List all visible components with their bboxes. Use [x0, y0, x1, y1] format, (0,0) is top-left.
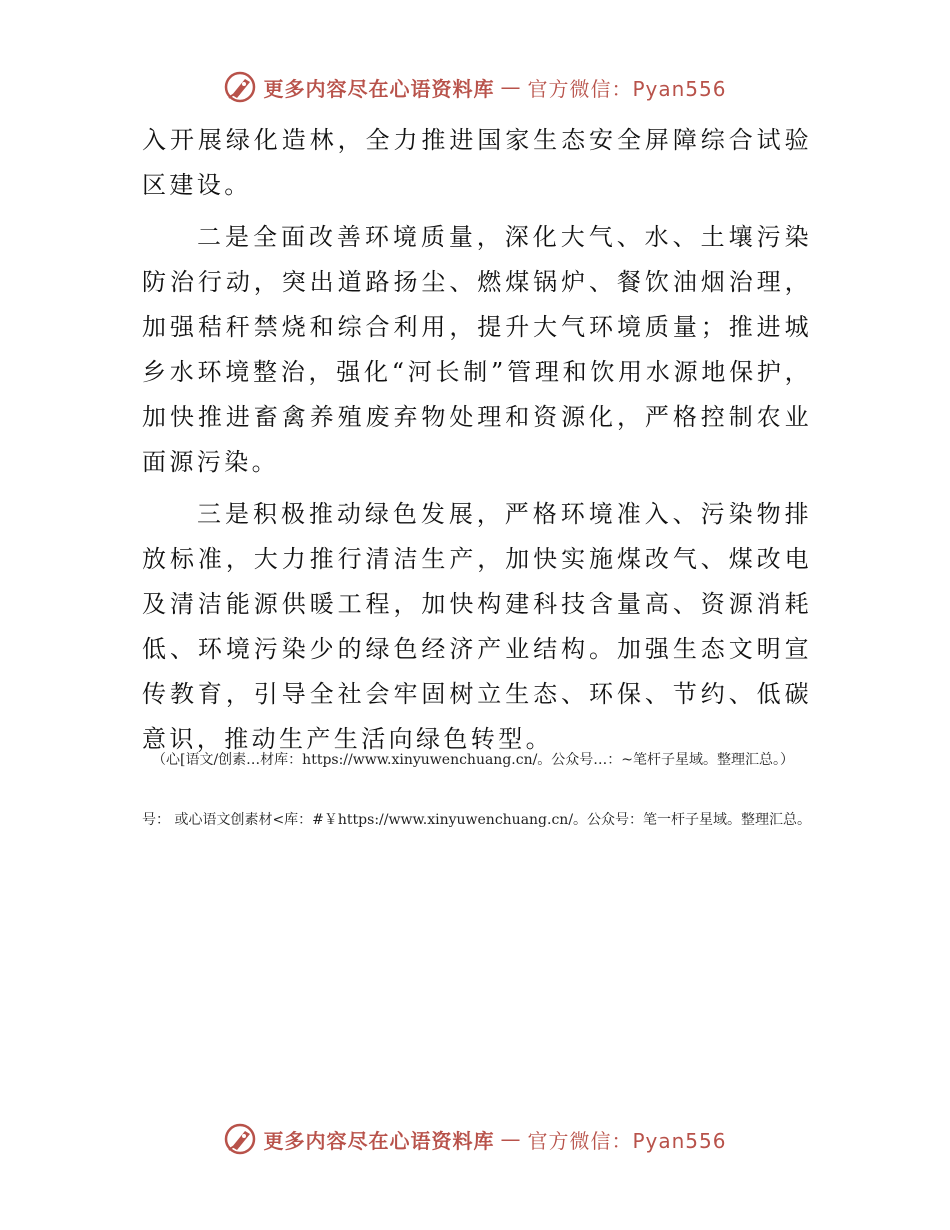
banner-separator: —	[500, 75, 522, 99]
pen-nib-logo-icon	[223, 70, 257, 104]
banner-contact: 官方微信：Pyan556	[527, 76, 727, 101]
header-banner	[0, 70, 950, 104]
document-body	[142, 118, 812, 769]
source-note-2-text: 号： 或心语文创素材<库：#￥https://www.xinyuwenchuang.cn/。公众号：笔一杆子星域。整理汇总。	[142, 812, 812, 828]
banner-title: 更多内容尽在心语资料库	[263, 76, 495, 101]
footer-banner	[0, 1122, 950, 1156]
source-note-2	[142, 808, 812, 832]
paragraph-continuation: 入开展绿化造林，全力推进国家生态安全屏障综合试验区建设。	[142, 126, 812, 199]
footer-banner-separator: —	[500, 1127, 522, 1151]
footer-banner-title: 更多内容尽在心语资料库	[263, 1128, 495, 1153]
source-note-1-text: （心[语文/创素…材库：https://www.xinyuwenchuang.cn/。公众号…：~笔杆子星域。整理汇总。）	[152, 752, 795, 768]
paragraph-environment-quality: 二是全面改善环境质量，深化大气、水、土壤污染防治行动，突出道路扬尘、燃煤锅炉、餐饮油烟治理，加强秸秆禁烧和综合利用，提升大气环境质量；推进城乡水环境整治，强化“河长制”管理和饮用水源地保护，加快推进畜禽养殖废弃物处理和资源化，严格控制农业面源污染。	[142, 223, 812, 476]
paragraph-green-development: 三是积极推动绿色发展，严格环境准入、污染物排放标准，大力推行清洁生产，加快实施煤改气、煤改电及清洁能源供暖工程，加快构建科技含量高、资源消耗低、环境污染少的绿色经济产业结构。加强生态文明宣传教育，引导全社会牢固树立生态、环保、节约、低碳意识，推动生产生活向绿色转型。	[142, 500, 812, 753]
pen-nib-logo-icon	[223, 1122, 257, 1156]
source-note-1	[142, 748, 812, 772]
footer-banner-contact: 官方微信：Pyan556	[527, 1128, 727, 1153]
